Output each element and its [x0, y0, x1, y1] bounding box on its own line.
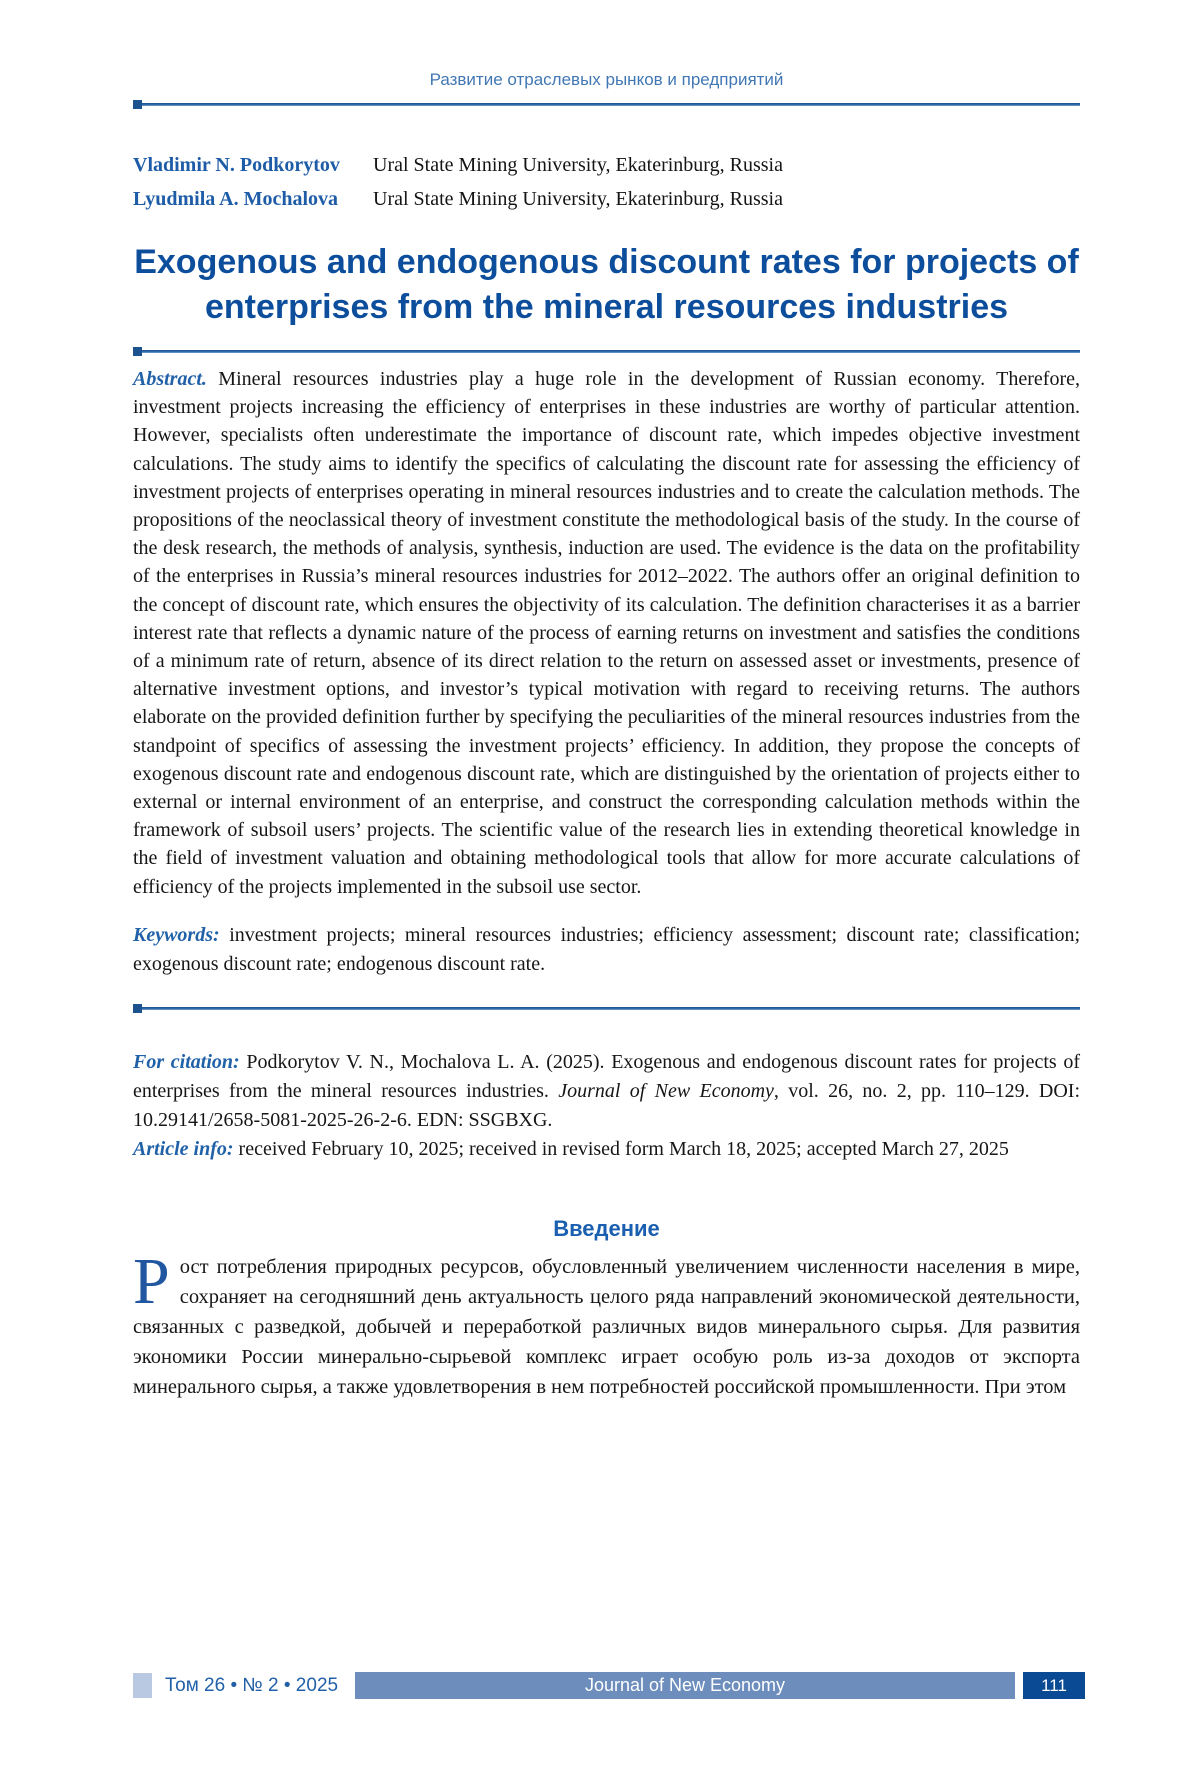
page-footer — [133, 1672, 1085, 1699]
footer-volume-label: Том 26 • № 2 • 2025 — [165, 1674, 339, 1696]
section-heading-introduction: Введение — [553, 1215, 660, 1241]
rule-end-square-icon — [133, 1004, 142, 1013]
header-rule — [133, 103, 1080, 106]
author-name: Vladimir N. Podkorytov — [133, 154, 340, 176]
introduction-paragraph — [133, 1244, 1080, 1402]
article-info-paragraph — [133, 1135, 1080, 1164]
keywords-label: Keywords: — [133, 923, 220, 946]
author-affiliation: Ural State Mining University, Ekaterinburg, Russia — [373, 188, 783, 210]
keywords-text: investment projects; mineral resources industries; efficiency assessment; discount rate; classification; exogenous discount rate; endogenous discount rate. — [133, 923, 1080, 975]
abstract-label: Abstract. — [133, 368, 207, 390]
page — [0, 70, 1200, 1402]
author-row — [133, 148, 1080, 182]
author-row — [133, 182, 1080, 216]
keywords-rule — [133, 1007, 1080, 1010]
author-affiliation: Ural State Mining University, Ekaterinburg, Russia — [373, 154, 783, 176]
article-title: Exogenous and endogenous discount rates for projects of enterprises from the mineral resources industries — [134, 243, 1079, 326]
article-info-label: Article info: — [133, 1137, 234, 1160]
page-number-value: 111 — [1041, 1675, 1067, 1695]
journal-name: Journal of New Economy — [558, 1079, 774, 1102]
citation-paragraph — [133, 1048, 1080, 1135]
abstract-paragraph — [133, 365, 1080, 901]
keywords-paragraph — [133, 921, 1080, 979]
authors-block — [133, 148, 1080, 216]
running-head: Развитие отраслевых рынков и предприятий — [429, 70, 784, 89]
author-name: Lyudmila A. Mochalova — [133, 188, 339, 210]
rule-end-square-icon — [133, 100, 142, 109]
introduction-text: ост потребления природных ресурсов, обусловленный увеличением численности населения в мире, сохраняет на сегодняшний день актуальность целого ряда направлений экономической деятельности, связанных с разведкой, добычей и переработкой различных видов минерального сырья. Для развития экономики России минерально-сырьевой комплекс играет особую роль из-за доходов от экспорта минерального сырья, а также удовлетворения в нем потребностей российской промышленности. При этом — [133, 1255, 1080, 1398]
citation-block — [133, 1048, 1080, 1164]
title-rule — [133, 350, 1080, 353]
drop-cap: Р — [133, 1244, 170, 1318]
footer-volume-square-icon — [133, 1673, 152, 1698]
footer-journal-bar — [355, 1672, 1015, 1699]
citation-text-after-journal: , vol. 26, no. 2, pp. 110–129. DOI: 10.29141/2658-5081-2025-26-2-6. EDN: SSGBXG. — [133, 1079, 1080, 1131]
for-citation-label: For citation: — [133, 1050, 240, 1073]
abstract-text: Mineral resources industries play a huge role in the development of Russian economy. Therefore, investment projects increasing the efficiency of enterprises in these industries are worthy of particular attention. However, specialists often underestimate the importance of discount rate, which impedes objective investment calculations. The study aims to identify the specifics of calculating the discount rate for assessing the efficiency of investment projects of enterprises operating in mineral resources industries and to create the calculation methods. The propositions of the neoclassical theory of investment constitute the methodological basis of the study. In the course of the desk research, the methods of analysis, synthesis, induction are used. The evidence is the data on the profitability of the enterprises in Russia’s mineral resources industries for 2012–2022. The authors offer an original definition to the concept of discount rate, which ensures the objectivity of its calculation. The definition characterises it as a barrier interest rate that reflects a dynamic nature of the process of earning returns on investment and satisfies the conditions of a minimum rate of return, absence of its direct relation to the return on assessed asset or investments, presence of alternative investment options, and investor’s typical motivation with regard to receiving returns. The authors elaborate on the provided definition further by specifying the peculiarities of the mineral resources industries from the standpoint of specifics of assessing the investment projects’ efficiency. In addition, they propose the concepts of exogenous discount rate and endogenous discount rate, which are distinguished by the orientation of projects either to external or internal environment of an enterprise, and construct the corresponding calculation methods within the framework of subsoil users’ projects. The scientific value of the research lies in extending theoretical knowledge in the field of investment valuation and obtaining methodological tools that allow for more accurate calculations of efficiency of the projects implemented in the subsoil use sector. — [133, 368, 1080, 898]
citation-text-before-journal: Podkorytov V. N., Mochalova L. A. (2025). Exogenous and endogenous discount rates for projects of enterprises from the mineral resources industries. — [133, 1050, 1080, 1102]
rule-end-square-icon — [133, 347, 142, 356]
footer-page-number — [1023, 1672, 1085, 1699]
article-info-text: received February 10, 2025; received in revised form March 18, 2025; accepted March 27, 2025 — [233, 1137, 1009, 1160]
footer-journal-label: Journal of New Economy — [584, 1675, 786, 1695]
